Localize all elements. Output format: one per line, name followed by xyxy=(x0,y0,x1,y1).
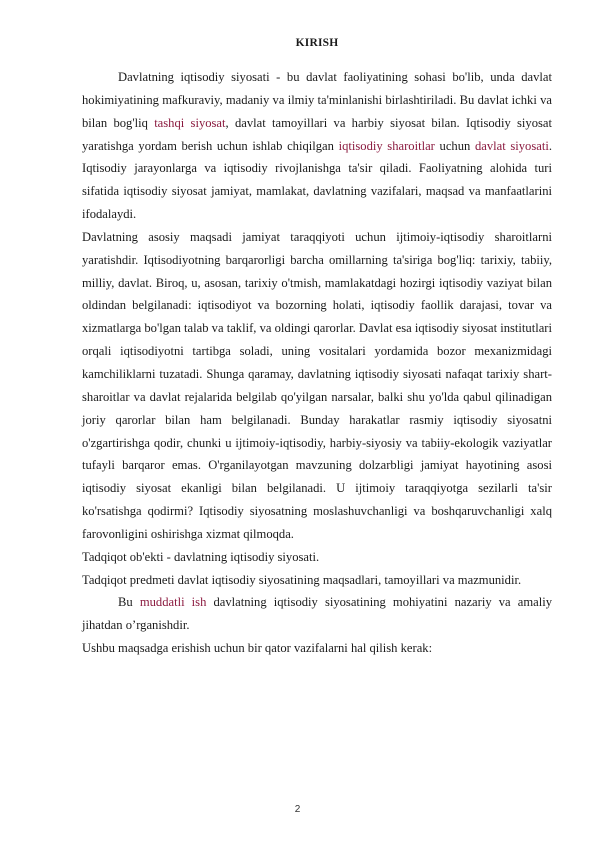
paragraph-1 xyxy=(82,66,552,226)
page-number: 2 xyxy=(294,804,301,815)
paragraph-5-text-a: Bu xyxy=(118,595,140,610)
paragraph-1-text-c: uchun xyxy=(434,138,475,153)
link-tashqi-siyosat[interactable]: tashqi siyosat xyxy=(154,115,226,130)
paragraph-3: Tadqiqot ob'ekti - davlatning iqtisodiy siyosati. xyxy=(82,549,320,564)
paragraph-1-text-b: , davlat tamoyillari va harbiy siyosat bilan. Iqtisodiy siyosat yaratishga yordam berish uchun ishlab chiqilgan xyxy=(82,115,553,153)
paragraph-5 xyxy=(82,591,552,637)
document-page xyxy=(82,0,552,660)
paragraph-2: Davlatning asosiy maqsadi jamiyat taraqqiyoti uchun ijtimoiy-iqtisodiy sharoitlarni yaratishdir. Iqtisodiyotning barqarorligi barcha omillarning ta'siriga bog'liq: tarixiy, tabiiy, milliy, davlat. Biroq, u, asosan, tarixiy o'tmish, mamlakatdagi hozirgi iqtisodiy vaziyat bilan oldindan belgilanadi: iqtisodiyot va bozorning holati, iqtisodiy faollik darajasi, tovar va xizmatlarga bo'lgan talab va taklif, va oldingi qarorlar. Davlat esa iqtisodiy siyosat institutlari orqali iqtisodiyotni tartibga soladi, uning vositalari yordamida bozor mexanizmidagi kamchiliklarni tuzatadi. Shunga qaramay, davlatning iqtisodiy siyosati nafaqat tarixiy shart-sharoitlar va davlat rejalarida belgilab qo'yilgan narsalar, balki shu yo'lda qabul qilinadigan joriy qarorlar bilan ham belgilanadi. Bunday harakatlar rasmiy iqtisodiy siyosatni o'zgartirishga qodir, chunki u ijtimoiy-iqtisodiy, harbiy-siyosiy va tabiiy-ekologik vaziyatlar tufayli barqaror emas. O'rganilayotgan mavzuning dolzarbligi jamiyat hayotining asosi iqtisodiy siyosat ekanligi bilan belgilanadi. U ijtimoiy taraqqiyotga sezilarli ta'sir ko'rsatishga qodirmi? Iqtisodiy siyosatning moslashuvchanligi va boshqaruvchanligi xalq farovonligini oshirishga xizmat qilmoqda. xyxy=(82,229,552,541)
paragraph-6: Ushbu maqsadga erishish uchun bir qator vazifalarni hal qilish kerak: xyxy=(82,641,433,656)
paragraph-1-text-d: . Iqtisodiy jarayonlarga va iqtisodiy rivojlanishga ta'sir qiladi. Faoliyatning alohida turi sifatida iqtisodiy siyosat jamiyat, mamlakat, davlatning vazifalari, maqsad va manfaatlarini ifodalaydi. xyxy=(82,138,552,222)
paragraph-4: Tadqiqot predmeti davlat iqtisodiy siyosatining maqsadlari, tamoyillari va mazmunidir. xyxy=(82,572,522,587)
paragraph-5-text-b: davlatning iqtisodiy siyosatining mohiyatini nazariy va amaliy jihatdan o’rganishdir. xyxy=(82,595,552,633)
link-muddatli-ish[interactable]: muddatli ish xyxy=(139,595,207,610)
section-title: KIRISH xyxy=(295,37,339,49)
link-davlat-siyosati[interactable]: davlat siyosati xyxy=(474,138,549,153)
link-iqtisodiy-sharoitlar[interactable]: iqtisodiy sharoitlar xyxy=(338,138,435,153)
paragraph-1-text-a: Davlatning iqtisodiy siyosati - bu davlat faoliyatining sohasi bo'lib, unda davlat hokimiyatining mafkuraviy, madaniy va ilmiy ta'minlanishi birlashtiriladi. Bu davlat ichki va bilan bog'liq xyxy=(82,70,552,130)
